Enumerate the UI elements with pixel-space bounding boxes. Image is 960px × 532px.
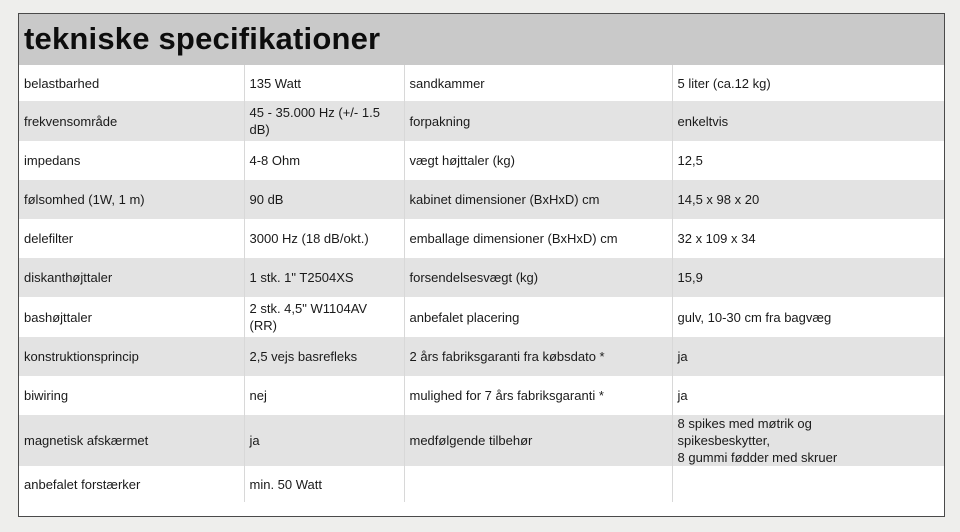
spec-value: 32 x 109 x 34 bbox=[672, 219, 944, 258]
spec-label: forsendelsesvægt (kg) bbox=[404, 258, 672, 297]
spec-label: diskanthøjttaler bbox=[19, 258, 244, 297]
spec-label: delefilter bbox=[19, 219, 244, 258]
spec-value: 14,5 x 98 x 20 bbox=[672, 180, 944, 219]
spec-label: medfølgende tilbehør bbox=[404, 415, 672, 466]
spec-label: anbefalet placering bbox=[404, 297, 672, 337]
spec-label: forpakning bbox=[404, 101, 672, 141]
spec-label: kabinet dimensioner (BxHxD) cm bbox=[404, 180, 672, 219]
table-row bbox=[19, 258, 944, 297]
spec-label: sandkammer bbox=[404, 65, 672, 101]
spec-value: gulv, 10-30 cm fra bagvæg bbox=[672, 297, 944, 337]
table-row bbox=[19, 466, 944, 502]
spec-label: frekvensområde bbox=[19, 101, 244, 141]
spec-value bbox=[672, 466, 944, 502]
spec-value: 90 dB bbox=[244, 180, 404, 219]
table-row bbox=[19, 337, 944, 376]
spec-label: belastbarhed bbox=[19, 65, 244, 101]
spec-label: mulighed for 7 års fabriksgaranti * bbox=[404, 376, 672, 415]
spec-table bbox=[19, 65, 944, 502]
spec-value: 12,5 bbox=[672, 141, 944, 180]
spec-value: 4-8 Ohm bbox=[244, 141, 404, 180]
spec-label: følsomhed (1W, 1 m) bbox=[19, 180, 244, 219]
table-row bbox=[19, 376, 944, 415]
spec-label: bashøjttaler bbox=[19, 297, 244, 337]
spec-value: 3000 Hz (18 dB/okt.) bbox=[244, 219, 404, 258]
spec-value: nej bbox=[244, 376, 404, 415]
spec-label: emballage dimensioner (BxHxD) cm bbox=[404, 219, 672, 258]
table-row bbox=[19, 415, 944, 466]
table-row bbox=[19, 65, 944, 101]
spec-value: min. 50 Watt bbox=[244, 466, 404, 502]
spec-value: enkeltvis bbox=[672, 101, 944, 141]
table-row bbox=[19, 101, 944, 141]
table-row bbox=[19, 219, 944, 258]
spec-label: 2 års fabriksgaranti fra købsdato * bbox=[404, 337, 672, 376]
spec-label bbox=[404, 466, 672, 502]
spec-value: 8 spikes med møtrik og spikesbeskytter, 8 gummi fødder med skruer bbox=[672, 415, 944, 466]
page-title: tekniske specifikationer bbox=[19, 14, 944, 65]
spec-value: 45 - 35.000 Hz (+/- 1.5 dB) bbox=[244, 101, 404, 141]
table-row bbox=[19, 180, 944, 219]
spec-value: 1 stk. 1" T2504XS bbox=[244, 258, 404, 297]
spec-value: ja bbox=[672, 376, 944, 415]
table-row bbox=[19, 297, 944, 337]
spec-label: magnetisk afskærmet bbox=[19, 415, 244, 466]
spec-value: 5 liter (ca.12 kg) bbox=[672, 65, 944, 101]
spec-label: vægt højttaler (kg) bbox=[404, 141, 672, 180]
spec-value: ja bbox=[244, 415, 404, 466]
spec-label: konstruktionsprincip bbox=[19, 337, 244, 376]
spec-sheet bbox=[18, 13, 945, 517]
spec-value: 15,9 bbox=[672, 258, 944, 297]
spec-value: ja bbox=[672, 337, 944, 376]
spec-label: anbefalet forstærker bbox=[19, 466, 244, 502]
spec-value: 135 Watt bbox=[244, 65, 404, 101]
spec-value: 2,5 vejs basrefleks bbox=[244, 337, 404, 376]
table-row bbox=[19, 141, 944, 180]
spec-label: impedans bbox=[19, 141, 244, 180]
spec-value: 2 stk. 4,5" W1104AV (RR) bbox=[244, 297, 404, 337]
spec-label: biwiring bbox=[19, 376, 244, 415]
